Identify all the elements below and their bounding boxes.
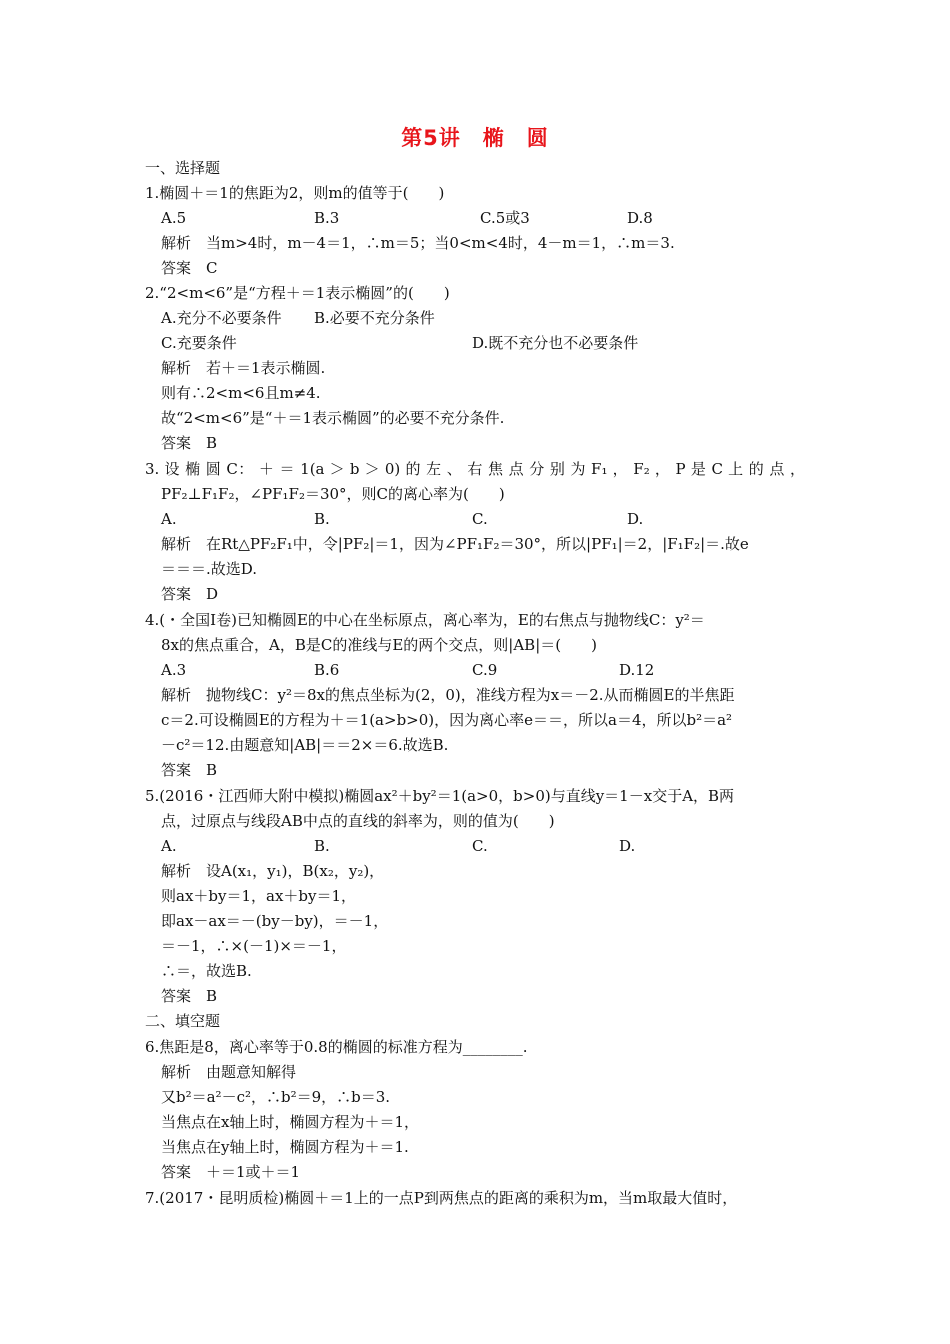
question-7: 7.(2017・昆明质检)椭圆＋＝1上的一点P到两焦点的距离的乘积为m，当m取最大值时， [145, 1189, 738, 1207]
q2-option-a: A.充分不必要条件 [161, 309, 282, 327]
q4-option-d: D.12 [619, 661, 655, 679]
q3-option-a: A. [161, 510, 177, 528]
q2-option-c: C.充要条件 [161, 334, 237, 352]
q3-option-c: C. [472, 510, 488, 528]
q6-solution-line-4: 当焦点在y轴上时，椭圆方程为＋＝1. [161, 1138, 409, 1156]
q5-option-c: C. [472, 837, 488, 855]
q6-solution-line-1: 解析 由题意知解得 [161, 1063, 297, 1081]
q5-solution-line-1: 解析 设A(x₁，y₁)，B(x₂，y₂)， [161, 862, 385, 880]
q5-option-a: A. [161, 837, 177, 855]
question-3-line-1: 3. 设 椭 圆 C： ＋ ＝ 1(a ＞ b ＞ 0) 的 左 、 右 焦 点 分 别 为 F₁ ， F₂ ， P 是 C 上 的 点 ， [145, 460, 805, 478]
q1-option-c: C.5或3 [480, 209, 530, 227]
question-6: 6.焦距是8，离心率等于0.8的椭圆的标准方程为________. [145, 1038, 528, 1056]
q4-solution-line-1: 解析 抛物线C：y²＝8x的焦点坐标为(2，0)，准线方程为x＝－2.从而椭圆E的半焦距 [161, 686, 735, 704]
question-4-line-2: 8x的焦点重合，A，B是C的准线与E的两个交点，则|AB|＝( ) [161, 636, 597, 654]
q5-solution-line-5: ∴＝，故选B. [161, 962, 252, 980]
q2-solution-line-3: 故“2<m<6”是“＋＝1表示椭圆”的必要不充分条件. [161, 409, 505, 427]
q2-solution-line-1: 解析 若＋＝1表示椭圆. [161, 359, 326, 377]
q6-solution-line-2: 又b²＝a²－c²，∴b²＝9，∴b＝3. [161, 1088, 391, 1106]
q5-solution-line-4: ＝－1，∴×(－1)×＝－1， [161, 937, 347, 955]
q3-option-b: B. [314, 510, 330, 528]
q3-option-d: D. [627, 510, 644, 528]
q3-answer: 答案 D [161, 585, 219, 603]
q4-option-a: A.3 [161, 661, 187, 679]
q1-option-d: D.8 [627, 209, 653, 227]
q5-option-b: B. [314, 837, 330, 855]
section-heading-choice: 一、选择题 [145, 159, 221, 177]
q6-answer: 答案 ＋＝1或＋＝1 [161, 1163, 301, 1181]
question-5-line-1: 5.(2016・江西师大附中模拟)椭圆ax²＋by²＝1(a>0，b>0)与直线y＝1－x交于A，B两 [145, 787, 735, 805]
q1-answer: 答案 C [161, 259, 218, 277]
section-heading-fill: 二、填空题 [145, 1012, 221, 1030]
q1-option-b: B.3 [314, 209, 340, 227]
question-1: 1.椭圆＋＝1的焦距为2，则m的值等于( ) [145, 184, 445, 202]
q5-option-d: D. [619, 837, 636, 855]
q5-solution-line-3: 即ax－ax＝－(by－by)，＝－1， [161, 912, 389, 930]
q4-option-c: C.9 [472, 661, 498, 679]
q2-answer: 答案 B [161, 434, 218, 452]
q4-solution-line-2: c＝2.可设椭圆E的方程为＋＝1(a>b>0)，因为离心率e＝＝，所以a＝4，所以b²＝a² [161, 711, 733, 729]
q4-option-b: B.6 [314, 661, 340, 679]
q1-option-a: A.5 [161, 209, 187, 227]
q2-option-b: B.必要不充分条件 [314, 309, 435, 327]
q3-solution-line-1: 解析 在Rt△PF₂F₁中，令|PF₂|＝1，因为∠PF₁F₂＝30°，所以|PF₁|＝2，|F₁F₂|＝.故e [161, 535, 749, 553]
q5-solution-line-2: 则ax＋by＝1，ax＋by＝1， [161, 887, 357, 905]
question-3-line-2: PF₂⊥F₁F₂，∠PF₁F₂＝30°，则C的离心率为( ) [161, 485, 505, 503]
q2-solution-line-2: 则有∴2<m<6且m≠4. [161, 384, 321, 402]
q3-solution-line-2: ＝＝＝.故选D. [161, 560, 258, 578]
page-title: 第5讲 椭 圆 [401, 126, 549, 150]
q6-solution-line-3: 当焦点在x轴上时，椭圆方程为＋＝1， [161, 1113, 420, 1131]
q4-answer: 答案 B [161, 761, 218, 779]
q2-option-d: D.既不充分也不必要条件 [472, 334, 639, 352]
question-5-line-2: 点，过原点与线段AB中点的直线的斜率为，则的值为( ) [161, 812, 555, 830]
question-4-line-1: 4.(・全国Ⅰ卷)已知椭圆E的中心在坐标原点，离心率为，E的右焦点与抛物线C：y²＝ [145, 611, 705, 629]
q5-answer: 答案 B [161, 987, 218, 1005]
question-2: 2.“2<m<6”是“方程＋＝1表示椭圆”的( ) [145, 284, 450, 302]
q4-solution-line-3: －c²＝12.由题意知|AB|＝＝2×＝6.故选B. [161, 736, 449, 754]
q1-solution: 解析 当m>4时，m－4＝1，∴m＝5；当0<m<4时，4－m＝1，∴m＝3. [161, 234, 675, 252]
